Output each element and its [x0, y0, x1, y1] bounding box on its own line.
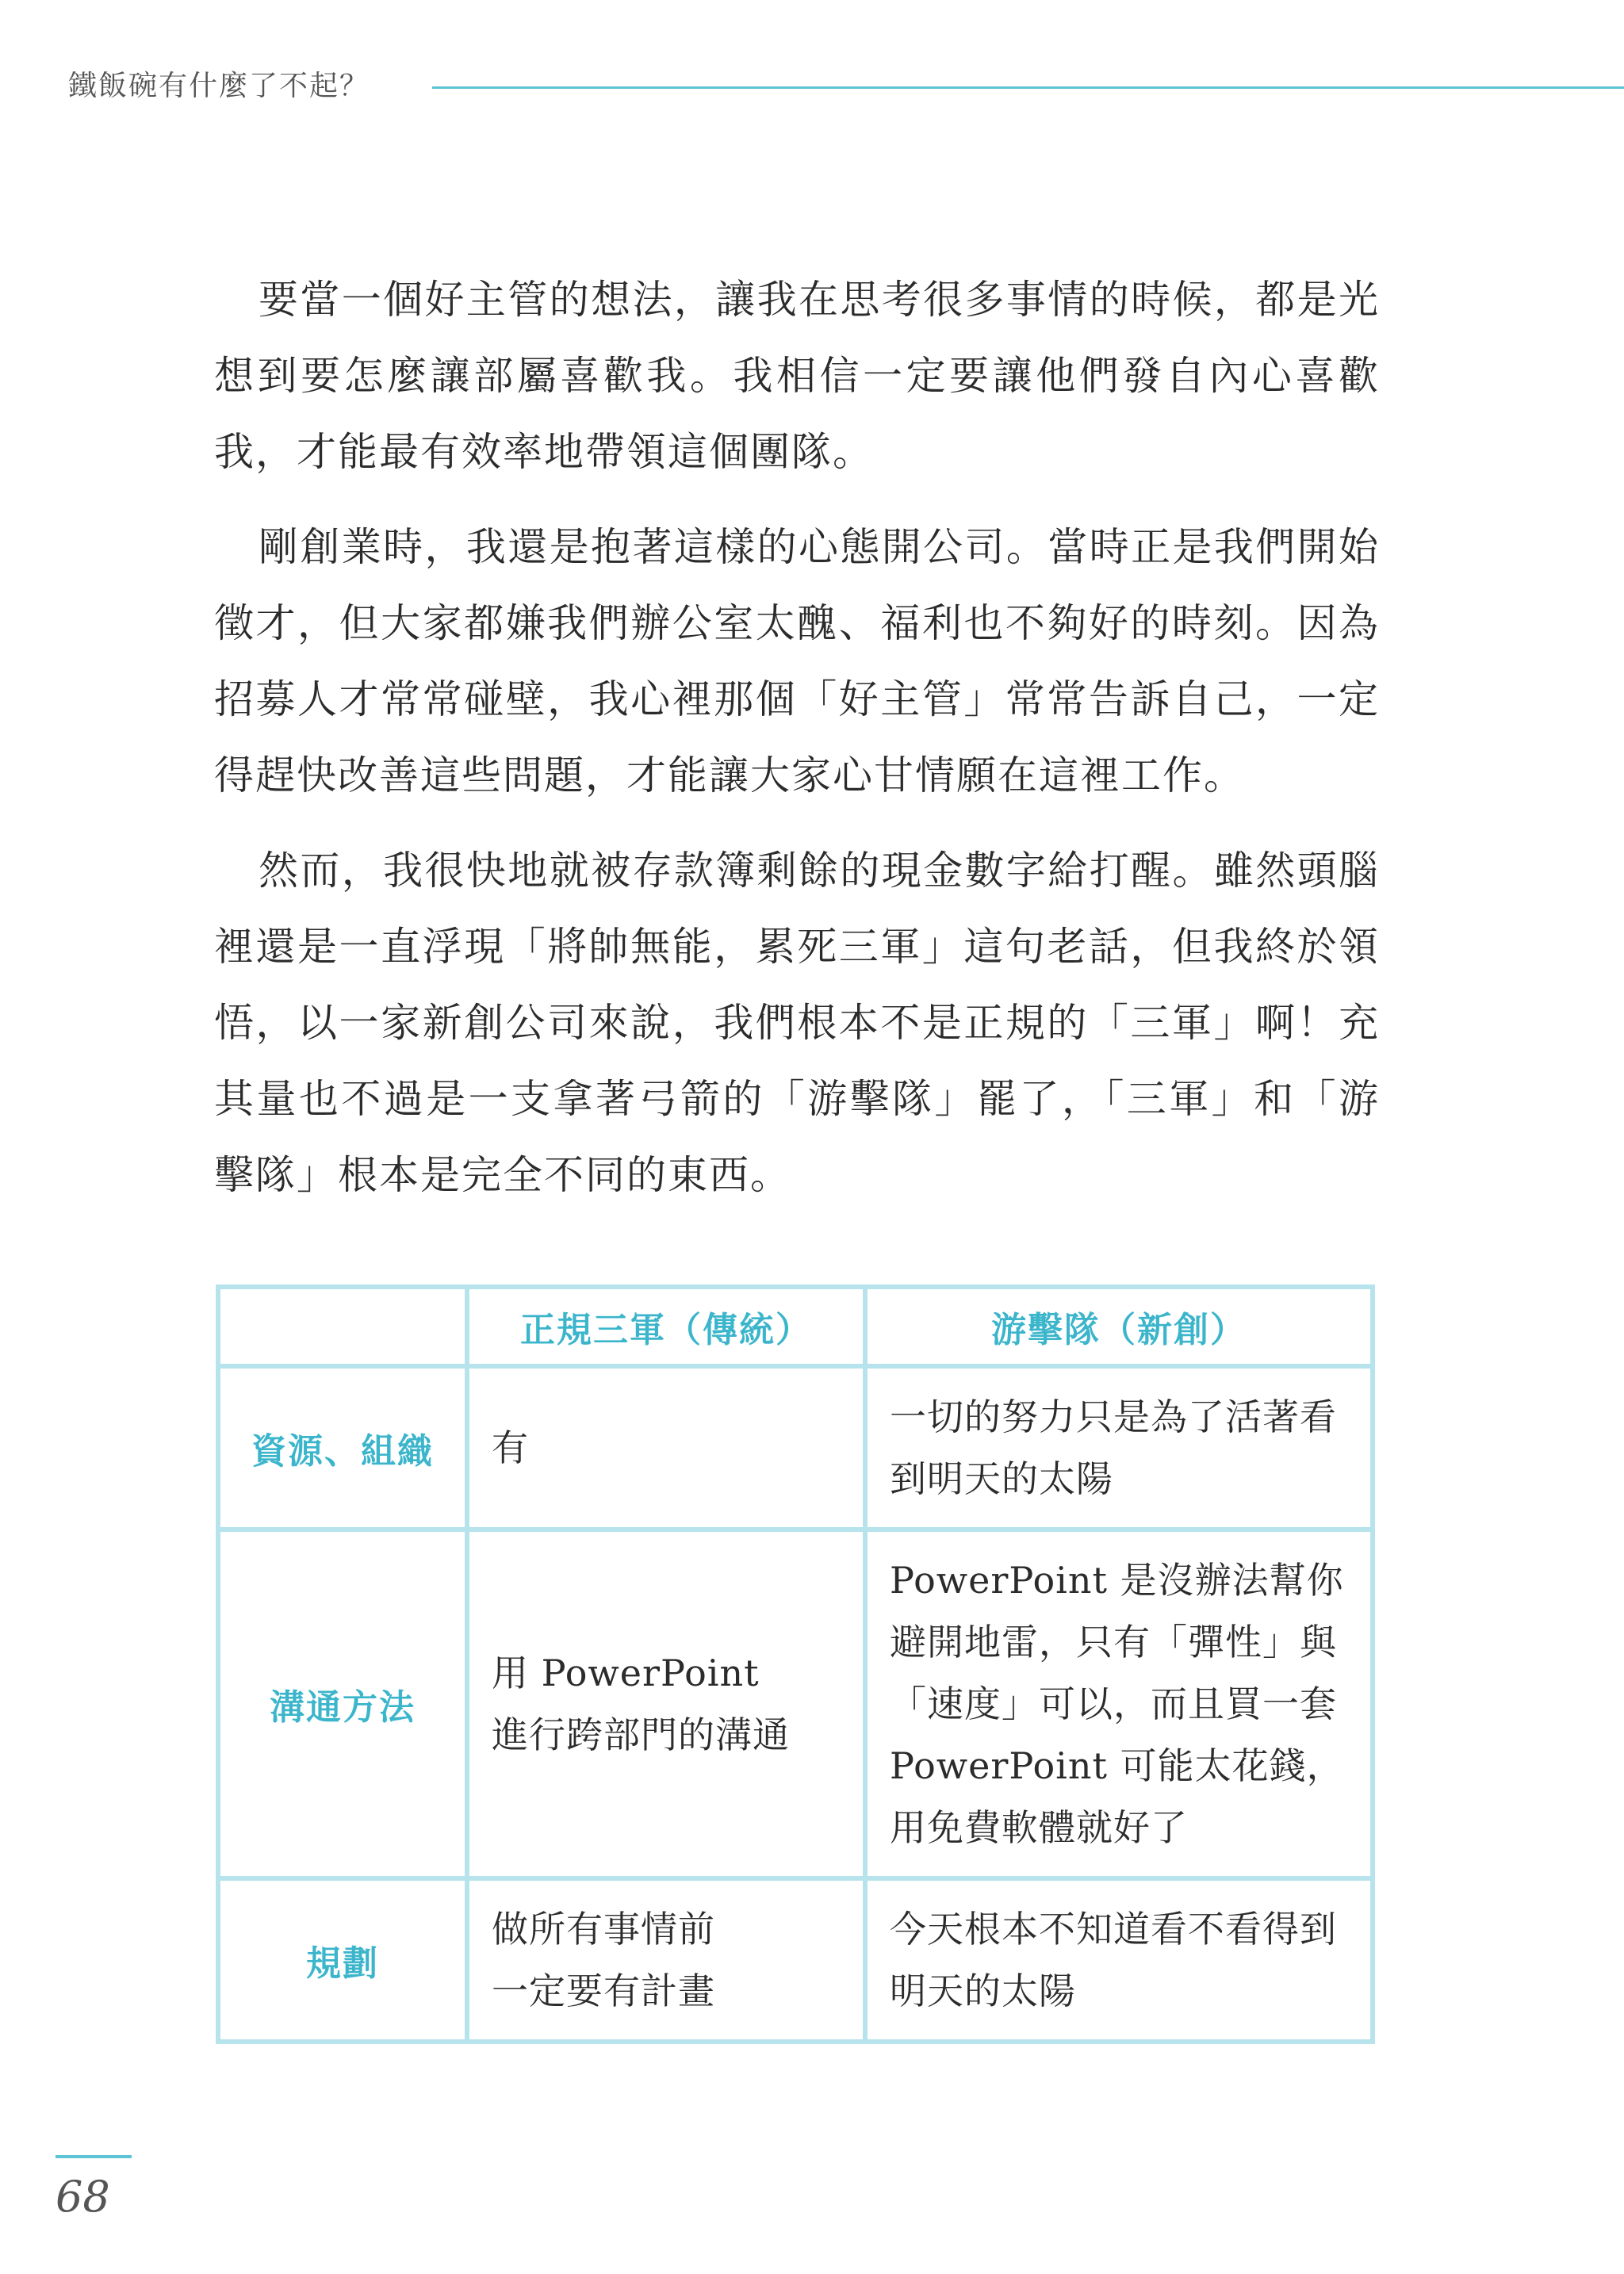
table-header-corner [218, 1287, 467, 1366]
table-row [218, 1878, 1373, 2042]
table-header-startup: 游擊隊（新創） [865, 1287, 1373, 1366]
comparison-table [216, 1284, 1375, 2044]
paragraph-2: 剛創業時，我還是抱著這樣的心態開公司。當時正是我們開始徵才，但大家都嫌我們辦公室太醜、福利也不夠好的時刻。因為招募人才常常碰壁，我心裡那個「好主管」常常告訴自己，一定得趕快改善這些問題，才能讓大家心甘情願在這裡工作。 [214, 524, 1380, 798]
paragraph-1: 要當一個好主管的想法，讓我在思考很多事情的時候，都是光想到要怎麼讓部屬喜歡我。我相信一定要讓他們發自內心喜歡我，才能最有效率地帶領這個團隊。 [214, 277, 1380, 475]
header-rule [432, 86, 1624, 89]
row-label: 規劃 [218, 1878, 467, 2042]
startup-cell: 今天根本不知道看不看得到 明天的太陽 [865, 1878, 1373, 2042]
table-header-row [218, 1287, 1373, 1366]
table-row [218, 1366, 1373, 1529]
table-row [218, 1529, 1373, 1878]
table-header-traditional: 正規三軍（傳統） [467, 1287, 865, 1366]
traditional-cell: 用 PowerPoint 進行跨部門的溝通 [467, 1529, 865, 1878]
page-number: 68 [56, 2172, 110, 2222]
footer-rule [56, 2155, 132, 2158]
traditional-cell: 做所有事情前 一定要有計畫 [467, 1878, 865, 2042]
running-head: 鐵飯碗有什麼了不起？ [68, 70, 370, 102]
startup-cell: PowerPoint 是沒辦法幫你 避開地雷，只有「彈性」與 「速度」可以，而且買一套 PowerPoint 可能太花錢， 用免費軟體就好了 [865, 1529, 1373, 1878]
traditional-cell: 有 [467, 1366, 865, 1529]
startup-cell: 一切的努力只是為了活著看 到明天的太陽 [865, 1366, 1373, 1529]
row-label: 資源、組織 [218, 1366, 467, 1529]
row-label: 溝通方法 [218, 1529, 467, 1878]
body-text [214, 262, 1380, 1232]
paragraph-3: 然而，我很快地就被存款簿剩餘的現金數字給打醒。雖然頭腦裡還是一直浮現「將帥無能，累死三軍」這句老話，但我終於領悟，以一家新創公司來說，我們根本不是正規的「三軍」啊！充其量也不過是一支拿著弓箭的「游擊隊」罷了，「三軍」和「游擊隊」根本是完全不同的東西。 [214, 848, 1380, 1198]
